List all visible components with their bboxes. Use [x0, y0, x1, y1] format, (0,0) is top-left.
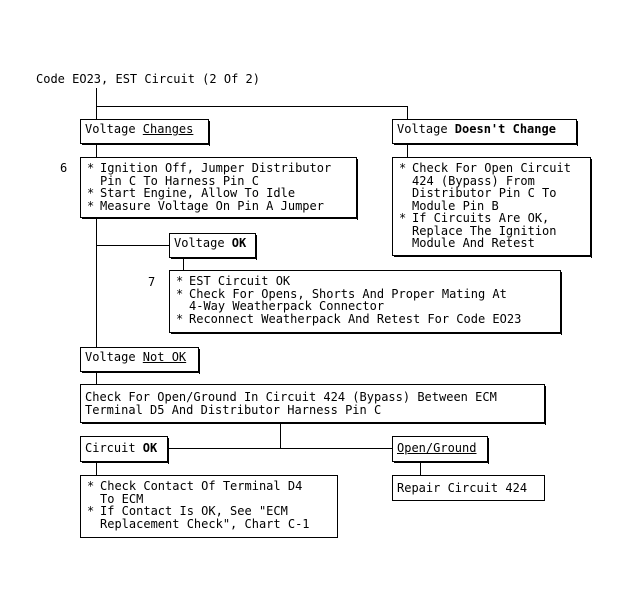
- box-shadow: [591, 159, 592, 258]
- open-ground-check-box: [80, 384, 545, 423]
- repair-box: [392, 475, 545, 501]
- chart-title: Code EO23, EST Circuit (2 Of 2): [36, 72, 260, 86]
- terminal-contact-item: * If Contact Is OK, See "ECM Replacement Check", Chart C-1: [85, 505, 310, 530]
- voltage-ok-box: [169, 233, 256, 258]
- box-shadow: [82, 462, 169, 463]
- step7-item: * EST Circuit OK: [174, 275, 521, 288]
- box-shadow: [394, 144, 578, 145]
- repair-text: Repair Circuit 424: [397, 481, 528, 495]
- box-shadow: [545, 386, 546, 425]
- voltage-changes-box: [80, 119, 209, 144]
- open-circuit-item: * If Circuits Are OK, Replace The Ignition Module And Retest: [397, 212, 571, 250]
- open-ground-check-text: Check For Open/Ground In Circuit 424 (Bypass) Between ECM Terminal D5 And Distributor Harness Pin C: [85, 390, 497, 417]
- terminal-contact-check-box: [80, 475, 338, 538]
- open-circuit-check-box: [392, 157, 591, 256]
- step6-box: [80, 157, 357, 218]
- connector-line: [280, 422, 281, 448]
- step-number: 7: [148, 275, 156, 289]
- voltage-not-ok-box: [80, 347, 199, 372]
- connector-line: [407, 143, 408, 157]
- step7-box: [169, 270, 561, 333]
- box-shadow: [256, 235, 257, 260]
- box-shadow: [209, 121, 210, 146]
- connector-line: [96, 245, 170, 246]
- box-shadow: [394, 462, 489, 463]
- voltage-label: Voltage: [397, 122, 455, 136]
- box-shadow: [394, 256, 592, 257]
- ok-label: OK: [231, 236, 247, 250]
- open-ground-label: Open/Ground: [397, 441, 477, 455]
- box-shadow: [488, 438, 489, 464]
- step6-item: * Measure Voltage On Pin A Jumper: [85, 200, 331, 213]
- box-shadow: [168, 438, 169, 464]
- connector-line: [96, 371, 97, 385]
- box-shadow: [171, 258, 257, 259]
- box-shadow: [357, 159, 358, 220]
- open-circuit-item: * Check For Open Circuit 424 (Bypass) From Distributor Pin C To Module Pin B: [397, 162, 571, 212]
- open-ground-box: [392, 436, 488, 462]
- box-shadow: [82, 372, 200, 373]
- box-shadow: [561, 272, 562, 335]
- step7-item: * Reconnect Weatherpack And Retest For Code EO23: [174, 313, 521, 326]
- connector-line: [407, 106, 408, 120]
- step7-item: * Check For Opens, Shorts And Proper Mating At 4-Way Weatherpack Connector: [174, 288, 521, 313]
- open-circuit-list: [397, 162, 571, 250]
- connector-line: [96, 461, 97, 475]
- voltage-label: Voltage: [85, 122, 143, 136]
- not-ok-label: Not OK: [142, 350, 187, 364]
- step-number: 6: [60, 161, 68, 175]
- terminal-contact-list: [85, 480, 310, 530]
- step7-list: [174, 275, 521, 325]
- connector-line: [96, 143, 97, 157]
- box-shadow: [171, 333, 562, 334]
- box-shadow: [577, 121, 578, 146]
- doesnt-change-label: Doesn't Change: [454, 122, 556, 136]
- box-shadow: [82, 218, 358, 219]
- connector-line: [96, 88, 97, 120]
- terminal-contact-item: * Check Contact Of Terminal D4 To ECM: [85, 480, 310, 505]
- changes-label: Changes: [142, 122, 194, 136]
- ok-label: OK: [142, 441, 158, 455]
- box-shadow: [82, 144, 210, 145]
- voltage-doesnt-change-box: [392, 119, 577, 144]
- voltage-label: Voltage: [174, 236, 232, 250]
- box-shadow: [199, 349, 200, 374]
- connector-line: [96, 106, 408, 107]
- step6-item: * Ignition Off, Jumper Distributor Pin C To Harness Pin C: [85, 162, 331, 187]
- connector-line: [96, 217, 97, 347]
- step6-item: * Start Engine, Allow To Idle: [85, 187, 331, 200]
- connector-line: [420, 461, 421, 475]
- voltage-label: Voltage: [85, 350, 143, 364]
- circuit-ok-box: [80, 436, 168, 462]
- box-shadow: [82, 423, 546, 424]
- circuit-label: Circuit: [85, 441, 143, 455]
- step6-list: [85, 162, 331, 212]
